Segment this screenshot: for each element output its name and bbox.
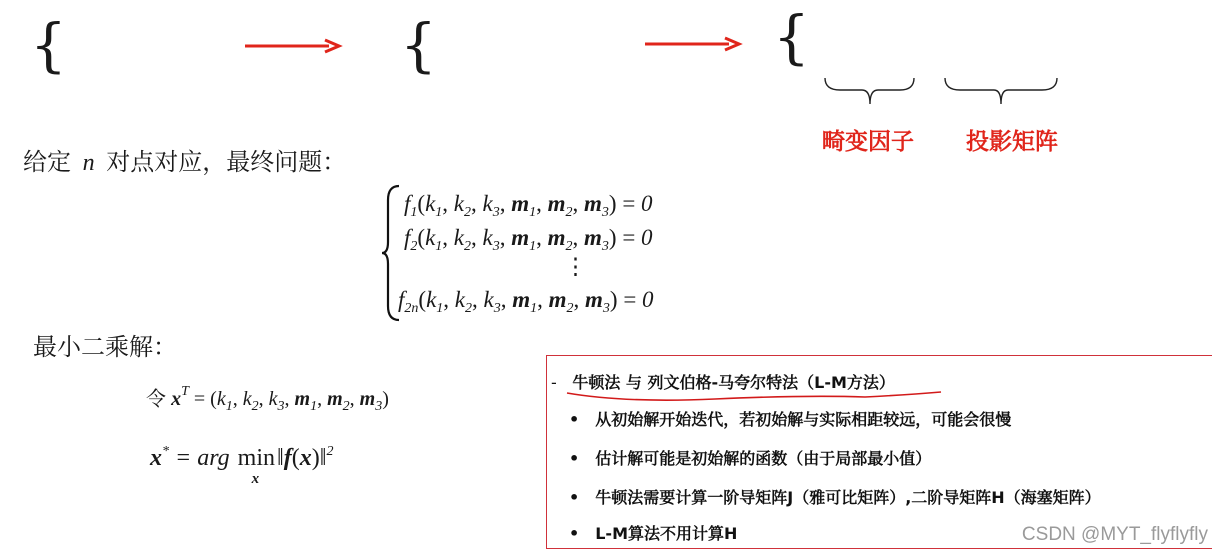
bullet-icon: • [569, 524, 580, 543]
method-item [569, 485, 1101, 508]
given-suffix: 对点对应，最终问题： [106, 148, 347, 176]
arg-word: arg [197, 445, 230, 471]
method-item-text: 牛顿法需要计算一阶导矩阵J（雅可比矩阵）,二阶导矩阵H（海塞矩阵） [595, 488, 1101, 507]
method-item [569, 521, 737, 544]
least-squares-heading: 最小二乘解： [33, 333, 177, 361]
given-variable: n [82, 150, 95, 176]
solution-formula: x* = arg min x ‖f(x)‖$^2$ [150, 444, 334, 487]
label-projection-matrix: 投影矩阵 [966, 129, 1058, 155]
given-statement [23, 150, 346, 175]
system-line-1: $f_1(k_1$, $k_2$, $k_3$, $m_1$, $m_2$, $m_3) = 0$ [404, 191, 653, 220]
let-formula: $x^T = (k_1$, $k_2$, $k_3$, $m_1$, $m_2$, $m_3$) [171, 383, 389, 414]
method-item [569, 446, 931, 469]
system-line-3: $f_{2n}(k_1$, $k_2$, $k_3$, $m_1$, $m_2$, $m_3) = 0$ [398, 287, 654, 316]
bullet-icon: • [569, 449, 580, 468]
arrow-right-icon [243, 37, 343, 55]
watermark: CSDN @MYT_flyflyfly [1021, 524, 1208, 545]
label-distortion-factors: 畸变因子 [822, 129, 914, 155]
method-item-text: 估计解可能是初始解的函数（由于局部最小值） [595, 449, 932, 468]
equation-group-1 [30, 11, 220, 92]
let-word: 令 [146, 386, 166, 411]
vertical-dots: ⋮ [564, 254, 587, 279]
method-item-text: 从初始解开始迭代，若初始解与实际相距较远，可能会很慢 [595, 410, 1012, 429]
equation-system [380, 180, 760, 325]
let-expression [146, 383, 389, 414]
equation-group-3 [773, 3, 1153, 82]
equation-group-2 [400, 11, 640, 92]
arrow-right-icon [643, 35, 743, 53]
methods-title: 牛顿法 与 列文伯格-马夸尔特法（L-M方法） [572, 373, 895, 392]
handwritten-underline [565, 389, 945, 403]
title-dash: - [551, 373, 557, 392]
left-brace: { [400, 11, 437, 79]
left-brace: { [30, 11, 67, 79]
left-brace: { [773, 3, 810, 71]
underbrace-projection [942, 76, 1060, 108]
methods-box [546, 355, 1212, 549]
method-item [569, 407, 1011, 430]
bullet-icon: • [569, 410, 580, 429]
method-item-text: L-M算法不用计算H [595, 524, 738, 543]
given-prefix: 给定 [23, 148, 71, 176]
bullet-icon: • [569, 488, 580, 507]
system-line-2: $f_2(k_1$, $k_2$, $k_3$, $m_1$, $m_2$, $m_3) = 0$ [404, 225, 653, 254]
underbrace-distortion [822, 76, 917, 108]
